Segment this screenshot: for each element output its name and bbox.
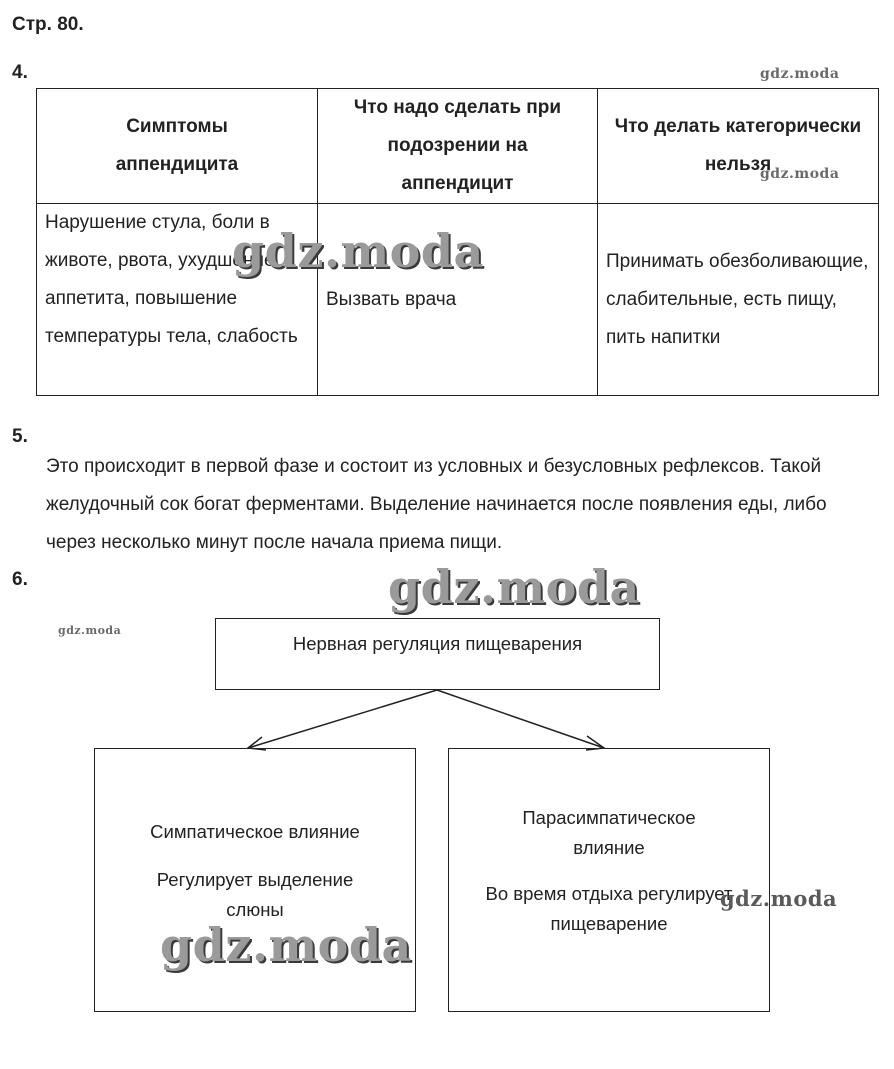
diagram-root-label: Нервная регуляция пищеварения xyxy=(292,633,583,654)
sympathetic-description: Регулирует выделение слюны xyxy=(156,869,354,920)
page-number: Стр. 80. xyxy=(12,14,84,35)
diagram-sympathetic-box xyxy=(94,748,416,1012)
diagram-parasympathetic-box xyxy=(448,748,770,1012)
header-forbidden: Что делать категорически нельзя xyxy=(598,89,879,204)
sympathetic-title: Симпатическое влияние xyxy=(150,821,360,842)
watermark: gdz.moda xyxy=(232,224,484,278)
parasympathetic-description: Во время отдыха регулирует пищеварение xyxy=(485,883,733,934)
diagram-root-box xyxy=(215,618,660,690)
arrow-right xyxy=(437,690,604,748)
header-symptoms: Симптомы аппендицита xyxy=(37,89,318,204)
watermark: gdz.moda xyxy=(760,166,840,182)
question-4-number: 4. xyxy=(12,62,28,83)
watermark: gdz.moda xyxy=(760,66,840,82)
watermark: gdz.moda xyxy=(388,560,640,614)
watermark: gdz.moda xyxy=(58,624,122,637)
cell-symptoms: Нарушение стула, боли в животе, рвота, ухудшение аппетита, повышение температуры тела, слабость xyxy=(37,204,318,396)
cell-action: Вызвать врача xyxy=(318,204,598,396)
question-5-number: 5. xyxy=(12,426,28,447)
watermark: gdz.moda xyxy=(160,918,412,972)
arrow-left xyxy=(248,690,437,748)
question-6-number: 6. xyxy=(12,569,28,590)
header-action: Что надо сделать при подозрении на аппендицит xyxy=(318,89,598,204)
parasympathetic-title: Парасимпатическое влияние xyxy=(522,807,696,858)
question-5-answer: Это происходит в первой фазе и состоит из условных и безусловных рефлексов. Такой желудочный сок богат ферментами. Выделение начинается после появления еды, либо через несколько минут после начала приема пищи. xyxy=(46,456,827,553)
cell-forbidden: Принимать обезболивающие, слабительные, есть пищу, пить напитки xyxy=(598,204,879,396)
watermark: gdz.moda xyxy=(720,886,838,911)
